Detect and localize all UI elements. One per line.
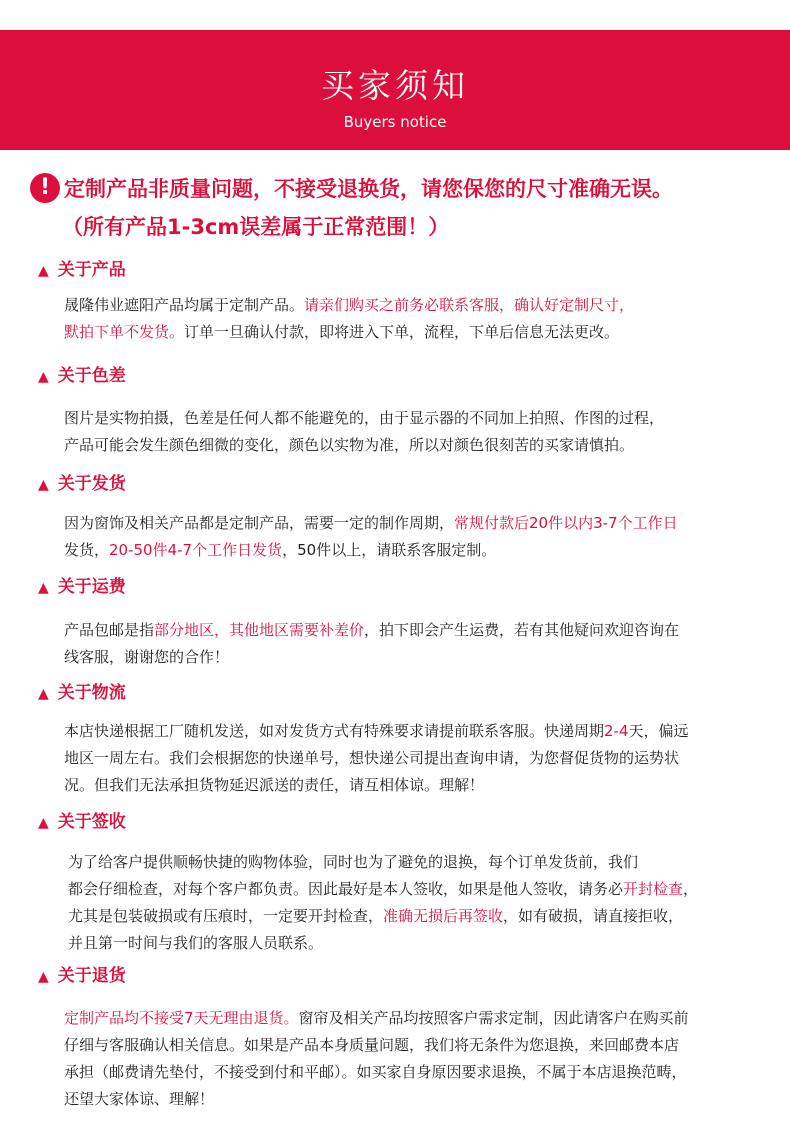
- triangle-icon: ▲: [38, 369, 49, 385]
- section-body-freight: [64, 617, 764, 671]
- text-line: [64, 1032, 764, 1059]
- text-run: 并且第一时间与我们的客服人员联系。: [68, 934, 324, 952]
- text-line: [68, 876, 768, 903]
- text-run: 线客服，谢谢您的合作！: [64, 648, 230, 666]
- text-run: 天，偏远: [628, 722, 689, 740]
- text-run: 地区一周左右。我们会根据您的快递单号，想快递公司提出查询申请，为您督促货物的运势状: [64, 749, 680, 767]
- text-line: [64, 617, 764, 644]
- section-heading-text: 关于色差: [57, 366, 126, 386]
- text-run: 仔细与客服确认相关信息。如果是产品本身质量问题，我们将无条件为您退换，来回邮费本店: [64, 1036, 680, 1054]
- text-run-highlight: 2-4: [604, 722, 629, 740]
- text-line: [68, 849, 768, 876]
- section-heading-shipping: [38, 472, 126, 497]
- text-run: 图片是实物拍摄，色差是任何人都不能避免的，由于显示器的不同加上拍照、作图的过程，: [64, 409, 665, 427]
- text-run-highlight: 开封检查: [623, 880, 684, 898]
- text-run-highlight: 默拍下单不发货。: [64, 323, 185, 341]
- section-heading-signing: [38, 810, 126, 835]
- text-line: [64, 319, 764, 346]
- triangle-icon: ▲: [38, 263, 49, 279]
- text-line: [64, 1059, 764, 1086]
- triangle-icon: ▲: [38, 969, 49, 985]
- text-line: [64, 745, 764, 772]
- section-body-product: [64, 292, 764, 346]
- section-heading-freight: [38, 575, 126, 600]
- text-run: ，: [683, 880, 699, 898]
- text-line: [68, 930, 768, 957]
- section-heading-product: [38, 258, 126, 283]
- section-body-shipping: [64, 510, 764, 564]
- text-run-highlight: 准确无损后再签收: [383, 907, 504, 925]
- triangle-icon: ▲: [38, 580, 49, 596]
- section-heading-text: 关于签收: [57, 812, 126, 832]
- text-run: 产品包邮是指: [64, 621, 155, 639]
- section-body-color: [64, 405, 764, 459]
- text-line: [64, 1005, 764, 1032]
- text-run: 承担（邮费请先垫付，不接受到付和平邮）。如买家自身原因要求退换，不属于本店退换范畴，: [64, 1063, 687, 1081]
- text-run: 还望大家体谅、理解！: [64, 1090, 215, 1108]
- text-run: 窗帘及相关产品均按照客户需求定制，因此请客户在购买前: [298, 1009, 689, 1027]
- text-line: [64, 537, 764, 564]
- section-heading-color: [38, 364, 126, 389]
- section-body-returns: [64, 1005, 764, 1113]
- text-run-highlight: 常规付款后20件以内3-7个工作日: [454, 514, 678, 532]
- text-run: 都会仔细检查，对每个客户都负责。因此最好是本人签收，如果是他人签收，请务必: [68, 880, 624, 898]
- text-line: [64, 644, 764, 671]
- section-body-signing: [68, 849, 768, 957]
- section-heading-text: 关于发货: [57, 474, 126, 494]
- section-heading-text: 关于退货: [57, 966, 126, 986]
- section-heading-text: 关于运费: [57, 577, 126, 597]
- triangle-icon: ▲: [38, 815, 49, 831]
- text-run: 尤其是包装破损或有压痕时，一定要开封检查，: [68, 907, 384, 925]
- section-heading-text: 关于物流: [57, 683, 126, 703]
- warning-line-2: （所有产品1-3cm误差属于正常范围！）: [62, 215, 450, 239]
- text-run: 产品可能会发生颜色细微的变化，颜色以实物为准，所以对颜色很刻苦的买家请慎拍。: [64, 436, 635, 454]
- text-line: [64, 718, 764, 745]
- text-run-highlight: 定制产品均不接受7天无理由退货。: [64, 1009, 299, 1027]
- text-line: [64, 432, 764, 459]
- section-heading-logistics: [38, 681, 126, 706]
- text-line: [68, 903, 768, 930]
- text-line: [64, 1086, 764, 1113]
- text-line: [64, 292, 764, 319]
- text-run: ，拍下即会产生运费，若有其他疑问欢迎咨询在: [364, 621, 680, 639]
- text-run-highlight: 请亲们购买之前务必联系客服，确认好定制尺寸，: [304, 296, 635, 314]
- text-run: 晟隆伟业遮阳产品均属于定制产品。: [64, 296, 305, 314]
- section-heading-text: 关于产品: [57, 260, 126, 280]
- text-run: 为了给客户提供顺畅快捷的购物体验，同时也为了避免的退换，每个订单发货前，我们: [68, 853, 639, 871]
- exclamation-icon: !: [30, 173, 60, 203]
- text-run: 发货，: [64, 541, 110, 559]
- triangle-icon: ▲: [38, 477, 49, 493]
- page-subtitle: Buyers notice: [343, 113, 447, 131]
- text-run: 本店快递根据工厂随机发送，如对发货方式有特殊要求请提前联系客服。快递周期: [64, 722, 605, 740]
- text-line: [64, 772, 764, 799]
- triangle-icon: ▲: [38, 686, 49, 702]
- section-body-logistics: [64, 718, 764, 799]
- text-run: 因为窗饰及相关产品都是定制产品，需要一定的制作周期，: [64, 514, 455, 532]
- text-run-highlight: 20-50件4-7个工作日发货: [109, 541, 283, 559]
- section-heading-returns: [38, 964, 126, 989]
- text-run: 况。但我们无法承担货物延迟派送的责任，请互相体谅。理解！: [64, 776, 485, 794]
- text-run: ，如有破损，请直接拒收，: [503, 907, 684, 925]
- page-title: 买家须知: [321, 66, 469, 105]
- warning-line-1: 定制产品非质量问题，不接受退换货，请您保您的尺寸准确无误。: [64, 177, 673, 201]
- text-run: 订单一旦确认付款，即将进入下单，流程，下单后信息无法更改。: [184, 323, 620, 341]
- text-line: [64, 405, 764, 432]
- text-line: [64, 510, 764, 537]
- text-run: ，50件以上，请联系客服定制。: [282, 541, 497, 559]
- text-run-highlight: 部分地区，其他地区需要补差价: [154, 621, 365, 639]
